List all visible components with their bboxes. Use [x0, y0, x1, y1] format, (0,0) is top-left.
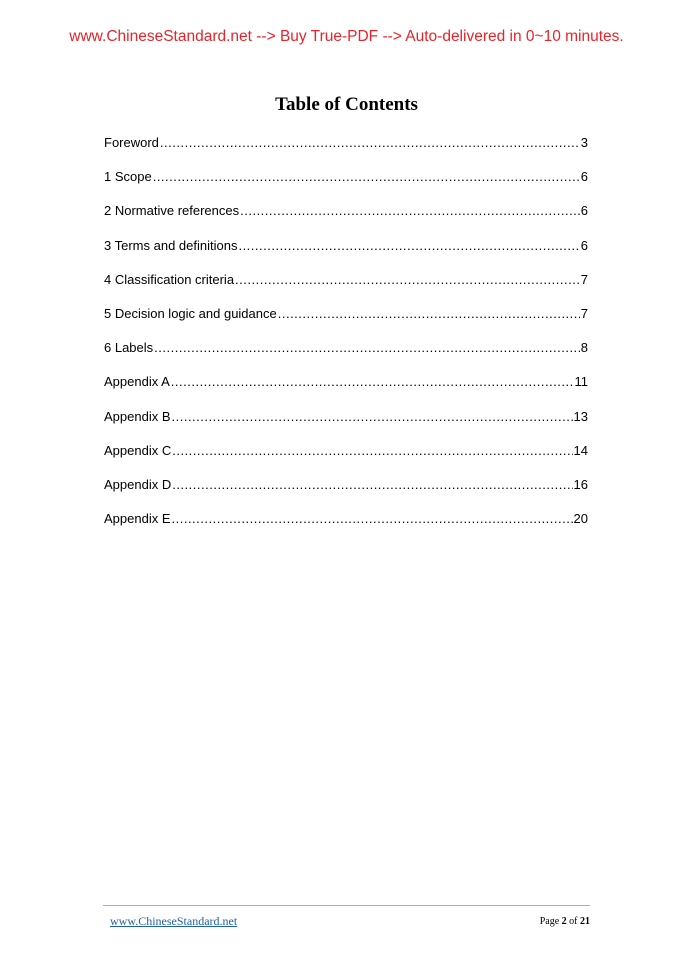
toc-entry-label: Appendix D	[104, 476, 172, 492]
dot-leader	[240, 203, 580, 218]
toc-entry-decision-logic[interactable]	[104, 306, 588, 340]
toc-entry-page: 6	[580, 237, 588, 253]
toc-entry-appendix-d[interactable]	[104, 477, 588, 511]
toc-entry-label: 4 Classification criteria	[104, 271, 235, 287]
toc-entry-foreword[interactable]	[104, 135, 588, 169]
toc-entry-label: Appendix B	[104, 408, 171, 424]
toc-entry-labels[interactable]	[104, 340, 588, 374]
toc-entry-terms-and-definitions[interactable]	[104, 238, 588, 272]
dot-leader	[238, 238, 579, 253]
dot-leader	[153, 169, 580, 184]
toc-title: Table of Contents	[275, 94, 418, 115]
dot-leader	[160, 135, 580, 150]
toc-entry-label: Foreword	[104, 135, 159, 150]
toc-entry-appendix-c[interactable]	[104, 443, 588, 477]
toc-entry-label: 6 Labels	[104, 340, 154, 356]
toc-entry-page: 11	[574, 374, 588, 390]
page-current: 2	[561, 916, 567, 927]
toc-entry-page: 8	[580, 340, 588, 356]
toc-entry-page: 7	[580, 271, 588, 287]
toc-entry-appendix-a[interactable]	[104, 374, 588, 408]
toc-entry-label: 5 Decision logic and guidance	[104, 305, 277, 321]
dot-leader	[278, 306, 580, 321]
toc-entry-page: 3	[580, 135, 588, 150]
dot-leader	[172, 443, 572, 458]
toc-entry-appendix-e[interactable]	[104, 511, 588, 545]
toc-entry-page: 7	[580, 305, 588, 321]
toc-entry-classification-criteria[interactable]	[104, 272, 588, 306]
dot-leader	[172, 409, 573, 424]
footer-divider	[103, 905, 590, 906]
toc-entry-label: Appendix E	[104, 511, 171, 527]
toc-entry-scope[interactable]	[104, 169, 588, 203]
page-number	[540, 916, 590, 927]
toc-entry-label: 3 Terms and definitions	[104, 237, 238, 253]
dot-leader	[172, 477, 572, 492]
toc-entry-label: 1 Scope	[104, 169, 152, 185]
page-of: of	[569, 916, 578, 927]
dot-leader	[171, 374, 574, 389]
dot-leader	[172, 511, 573, 526]
page-prefix: Page	[539, 916, 560, 927]
toc-entry-page: 20	[573, 511, 588, 527]
toc-entry-page: 6	[580, 203, 588, 219]
dot-leader	[154, 340, 580, 355]
promo-banner-link[interactable]: www.ChineseStandard.net --> Buy True-PDF --> Auto-delivered in 0~10 minutes.	[69, 28, 624, 45]
toc-entry-page: 6	[580, 169, 588, 185]
toc-entry-label: Appendix C	[104, 442, 172, 458]
toc-entry-label: Appendix A	[104, 374, 170, 390]
toc-entry-page: 13	[573, 408, 588, 424]
toc-entry-appendix-b[interactable]	[104, 409, 588, 443]
toc-entry-label: 2 Normative references	[104, 203, 240, 219]
dot-leader	[235, 272, 580, 287]
footer-website-link[interactable]: www.ChineseStandard.net	[110, 914, 238, 928]
toc-entry-normative-references[interactable]	[104, 203, 588, 237]
toc-entry-page: 14	[573, 442, 588, 458]
page-total: 21	[580, 916, 590, 927]
toc-entry-page: 16	[573, 476, 588, 492]
toc-list	[104, 135, 588, 545]
